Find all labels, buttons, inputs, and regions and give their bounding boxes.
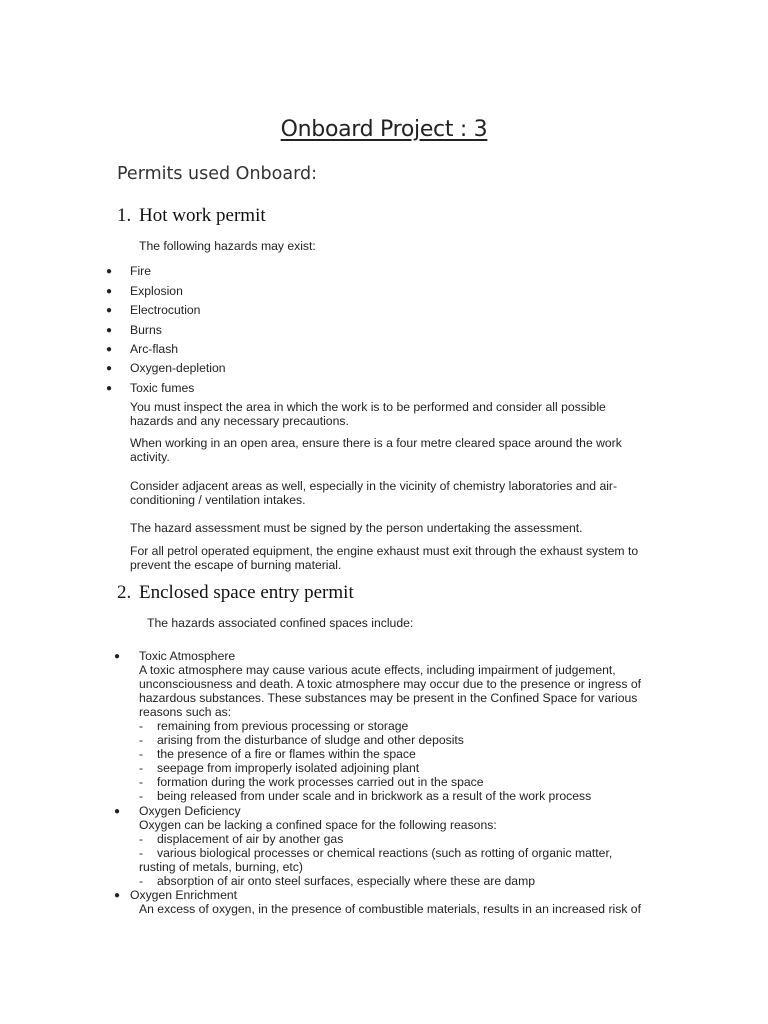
- bullet-icon: ●: [106, 305, 113, 316]
- dash-item: - seepage from improperly isolated adjoining plant: [139, 761, 420, 775]
- hazard-title: Oxygen Deficiency: [139, 804, 241, 818]
- dash-item: - remaining from previous processing or storage: [139, 719, 409, 733]
- section-number: 2.: [117, 582, 132, 603]
- list-item: Toxic fumes: [130, 381, 195, 395]
- list-item: Fire: [130, 264, 151, 278]
- section-title: Hot work permit: [139, 205, 266, 226]
- bullet-icon: ●: [106, 344, 113, 355]
- bullet-icon: ●: [114, 806, 121, 817]
- bullet-icon: ●: [106, 325, 113, 336]
- bullet-icon: ●: [106, 286, 113, 297]
- section-intro: The following hazards may exist:: [139, 239, 316, 253]
- bullet-icon: ●: [106, 363, 113, 374]
- paragraph: The hazard assessment must be signed by the person undertaking the assessment.: [130, 521, 583, 535]
- page-subtitle: Permits used Onboard:: [117, 164, 317, 184]
- list-item: Explosion: [130, 284, 183, 298]
- paragraph: When working in an open area, ensure there is a four metre cleared space around the work activity.: [130, 436, 622, 464]
- page-title: Onboard Project : 3: [280, 117, 488, 142]
- hazard-item-oxygen-enrichment: Oxygen Enrichment An excess of oxygen, in the presence of combustible materials, results in an increased risk of: [130, 888, 641, 916]
- list-item: Arc-flash: [130, 342, 179, 356]
- list-item: Oxygen-depletion: [130, 361, 226, 375]
- hazard-title: Oxygen Enrichment: [130, 888, 238, 902]
- bullet-icon: ●: [114, 651, 121, 662]
- section-heading-hot-work: [117, 205, 266, 227]
- hazard-title: Toxic Atmosphere: [139, 649, 236, 663]
- section-title: Enclosed space entry permit: [139, 582, 354, 603]
- section-number: 1.: [117, 205, 132, 226]
- bullet-icon: ●: [106, 383, 113, 394]
- bullet-icon: ●: [114, 890, 121, 901]
- section-intro: The hazards associated confined spaces include:: [147, 616, 414, 630]
- paragraph: Consider adjacent areas as well, especially in the vicinity of chemistry laboratories and air- conditioning / ventilation intakes.: [130, 479, 618, 507]
- section-heading-enclosed-space: [117, 582, 354, 604]
- dash-continuation: rusting of metals, burning, etc): [139, 860, 303, 874]
- dash-item: - being released from under scale and in brickwork as a result of the work process: [139, 789, 592, 803]
- paragraph: You must inspect the area in which the work is to be performed and consider all possible hazards and any necessary precautions.: [130, 400, 606, 428]
- paragraph: For all petrol operated equipment, the engine exhaust must exit through the exhaust system to prevent the escape of burning material.: [130, 544, 639, 572]
- dash-item: - various biological processes or chemical reactions (such as rotting of organic matter,: [139, 846, 613, 860]
- list-item: Burns: [130, 323, 162, 337]
- list-item: Electrocution: [130, 303, 201, 317]
- dash-item: - displacement of air by another gas: [139, 832, 344, 846]
- dash-item: - arising from the disturbance of sludge and other deposits: [139, 733, 464, 747]
- bullet-icon: ●: [106, 266, 113, 277]
- dash-item: - absorption of air onto steel surfaces, especially where these are damp: [139, 874, 536, 888]
- dash-item: - formation during the work processes carried out in the space: [139, 775, 484, 789]
- hazard-item-oxygen-deficiency: Oxygen Deficiency Oxygen can be lacking a confined space for the following reasons: - displacement of air by another gas - various biological processes or chemical reactions (such as rotting of organic matter, rusting of metals, burning, etc) - absorption of air onto steel surfaces, especially where these are damp: [139, 804, 613, 888]
- dash-item: - the presence of a fire or flames within the space: [139, 747, 416, 761]
- hazard-item-toxic-atmosphere: Toxic Atmosphere A toxic atmosphere may cause various acute effects, including impairment of judgement, unconsciousness and death. A toxic atmosphere may occur due to the presence or ingress of hazardous substances. These substances may be present in the Confined Space for various reasons such as: - remaining from previous processing or storage - arising from the disturbance of sludge and other deposits - the presence of a fire or flames within the space - seepage from improperly isolated adjoining plant - formation during the work processes carried out in the space - being released from under scale and in brickwork as a result of the work process: [139, 649, 642, 803]
